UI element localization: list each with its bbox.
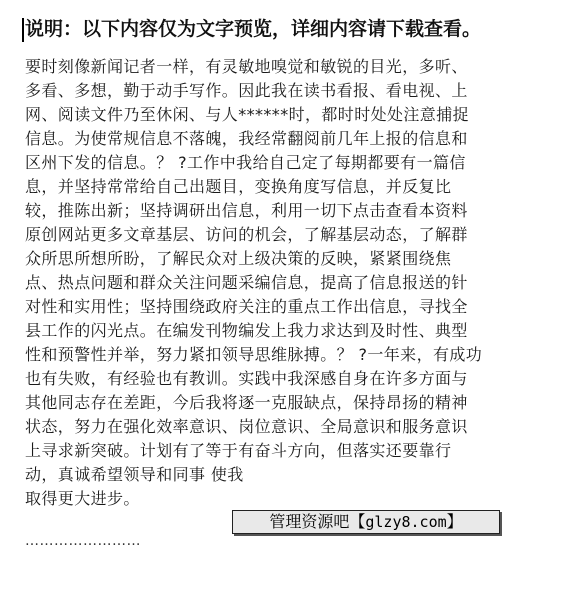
paragraph-line: 点、热点问题和群众关注问题采编信息，提高了信息报送的针 <box>25 273 468 292</box>
paragraph-line: 多看、多想，勤于动手写作。因此我在读书看报、看电视、上 <box>25 81 468 100</box>
paragraph-line: 上寻求新突破。计划有了等于有奋斗方向，但落实还要靠行 <box>25 441 452 460</box>
paragraph-line: 性和预警性并举，努力紧扣领导思维脉搏。？ ?一年来，有成功 <box>25 345 483 364</box>
paragraph-line: 要时刻像新闻记者一样，有灵敏地嗅觉和敏锐的目光，多听、 <box>25 57 468 76</box>
paragraph-line: 状态，努力在强化效率意识、岗位意识、全局意识和服务意识 <box>25 417 468 436</box>
ellipsis: …………………… <box>25 533 141 549</box>
paragraph-line: 原创网站更多文章基层、访问的机会，了解基层动态，了解群 <box>25 225 468 244</box>
document-body <box>25 55 545 511</box>
watermark-bracket-close: 】 <box>446 514 463 531</box>
preview-notice: 说明：以下内容仅为文字预览，详细内容请下载查看。 <box>25 18 482 40</box>
site-watermark-link[interactable] <box>232 510 500 534</box>
watermark-bracket-open: 【 <box>349 514 366 531</box>
paragraph-line: 众所思所想所盼，了解民众对上级决策的反映，紧紧围绕焦 <box>25 249 452 268</box>
paragraph-line: 息，并坚持常常给自己出题目，变换角度写信息，并反复比 <box>25 177 452 196</box>
watermark-name: 管理资源吧 <box>269 514 350 531</box>
paragraph-line: 取得更大进步。 <box>25 489 140 508</box>
text-cursor <box>22 18 24 42</box>
paragraph-line: 对性和实用性；坚持围绕政府关注的重点工作出信息，寻找全 <box>25 297 468 316</box>
paragraph-line: 县工作的闪光点。在编发刊物编发上我力求达到及时性、典型 <box>25 321 468 340</box>
watermark-site: glzy8.com <box>365 513 447 531</box>
paragraph-line: 较，推陈出新；坚持调研出信息，利用一切下点击查看本资料 <box>25 201 468 220</box>
paragraph-line: 网、阅读文件乃至休闲、与人******时，都时时处处注意捕捉 <box>25 105 470 124</box>
paragraph-line: 信息。为使常规信息不落魄，我经常翻阅前几年上报的信息和 <box>25 129 468 148</box>
paragraph-line: 也有失败，有经验也有教训。实践中我深感自身在许多方面与 <box>25 369 468 388</box>
paragraph-line: 区州下发的信息。？ ?工作中我给自己定了每期都要有一篇信 <box>25 153 466 172</box>
paragraph-line: 其他同志存在差距，今后我将逐一克服缺点，保持昂扬的精神 <box>25 393 468 412</box>
paragraph-line: 动，真诚希望领导和同事 使我 <box>25 465 244 484</box>
